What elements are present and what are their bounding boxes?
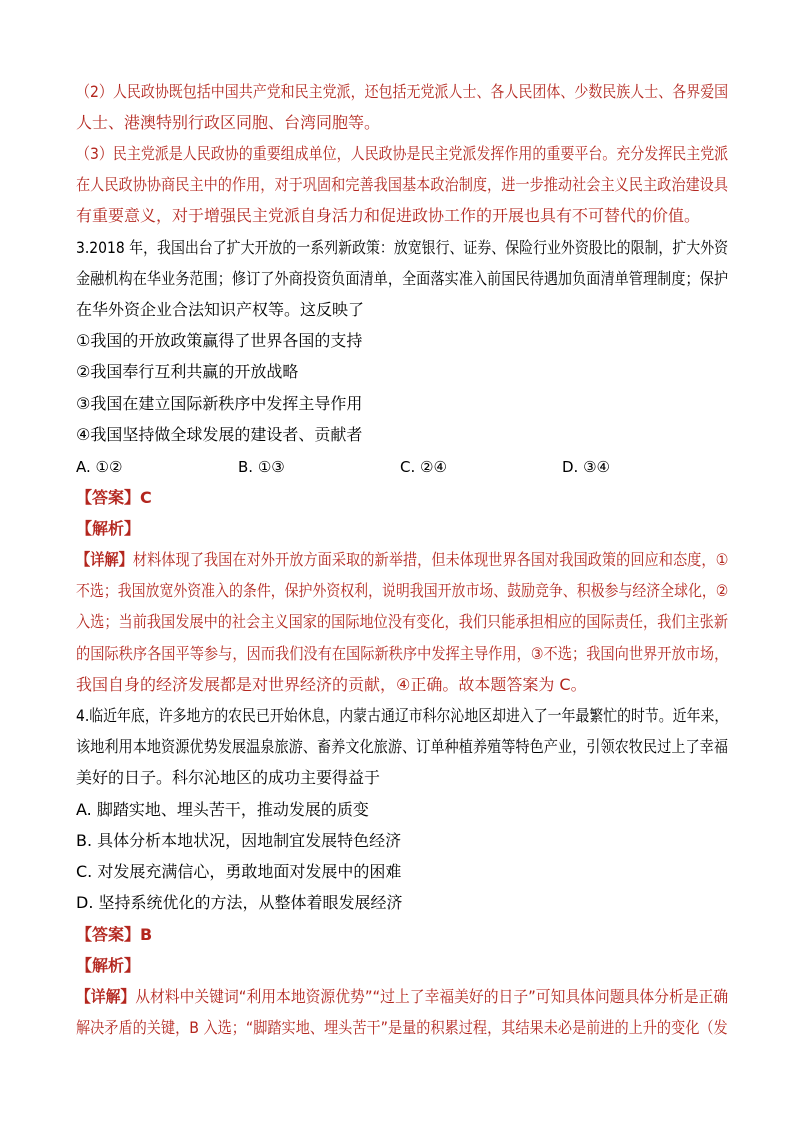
q4-stem-line-1: 4.临近年底，许多地方的农民已开始休息，内蒙古通辽市科尔沁地区却进入了一年最繁忙的时节。近年来， (76, 706, 729, 725)
q3-item-1: ①我国的开放政策赢得了世界各国的支持 (76, 331, 363, 350)
q4-option-b: B. 具体分析本地状况，因地制宜发展特色经济 (76, 831, 402, 850)
q4-option-c: C. 对发展充满信心，勇敢地面对发展中的困难 (76, 862, 402, 881)
q3-option-a: A. ①② (76, 458, 123, 476)
q3-answer: 【答案】C (76, 488, 152, 507)
q3-stem-line-2: 金融机构在华业务范围；修订了外商投资负面清单，全面落实准入前国民待遇加负面清单管理制度；保护 (76, 269, 729, 288)
q4-answer: 【答案】B (76, 925, 153, 944)
q3-detail-line-1: 【详解】材料体现了我国在对外开放方面采取的新举措，但未体现世界各国对我国政策的回应和态度，① (76, 550, 729, 569)
p2-line-1: （2）人民政协既包括中国共产党和民主党派，还包括无党派人士、各人民团体、少数民族人士、各界爱国 (76, 82, 729, 101)
q3-detail-tag: 【详解】 (76, 550, 133, 569)
q3-option-d: D. ③④ (562, 458, 610, 476)
q3-stem-line-1: 3.2018 年，我国出台了扩大开放的一系列新政策：放宽银行、证券、保险行业外资股比的限制，扩大外资 (76, 238, 729, 257)
q4-detail-line-1: 【详解】从材料中关键词“利用本地资源优势”“过上了幸福美好的日子”可知具体问题具体分析是正确 (76, 987, 729, 1006)
q4-detail-line-2: 解决矛盾的关键，B 入选；“脚踏实地、埋头苦干”是量的积累过程，其结果未必是前进的上升的变化（发 (76, 1018, 728, 1037)
q3-detail-line-3: 入选；当前我国发展中的社会主义国家的国际地位没有变化，我们只能承担相应的国际责任，我们主张新 (76, 612, 729, 631)
p3-line-2: 在人民政协协商民主中的作用，对于巩固和完善我国基本政治制度，进一步推动社会主义民主政治建设具 (76, 175, 729, 194)
p2-line-2: 人士、港澳特别行政区同胞、台湾同胞等。 (76, 113, 381, 132)
q3-stem-line-3: 在华外资企业合法知识产权等。这反映了 (76, 300, 365, 319)
q4-option-a: A. 脚踏实地、埋头苦干，推动发展的质变 (76, 800, 369, 819)
q4-detail-tag: 【详解】 (76, 987, 136, 1006)
q3-item-4: ④我国坚持做全球发展的建设者、贡献者 (76, 425, 363, 444)
q3-detail-line-5: 我国自身的经济发展都是对世界经济的贡献，④正确。故本题答案为 C。 (76, 675, 587, 694)
q3-option-b: B. ①③ (238, 458, 285, 476)
q4-analysis-label: 【解析】 (76, 956, 141, 975)
q3-detail-line-2: 不选；我国放宽外资准入的条件，保护外资权利，说明我国开放市场、鼓励竞争、积极参与经济全球化，② (76, 581, 729, 600)
q4-option-d: D. 坚持系统优化的方法，从整体着眼发展经济 (76, 893, 403, 912)
q3-item-2: ②我国奉行互利共赢的开放战略 (76, 362, 299, 381)
p3-line-3: 有重要意义，对于增强民主党派自身活力和促进政协工作的开展也具有不可替代的价值。 (76, 206, 701, 225)
q4-stem-line-2: 该地利用本地资源优势发展温泉旅游、畜养文化旅游、订单种植养殖等特色产业，引领农牧民过上了幸福 (76, 737, 729, 756)
q4-stem-line-3: 美好的日子。科尔沁地区的成功主要得益于 (76, 768, 381, 787)
q3-option-c: C. ②④ (400, 458, 447, 476)
q3-item-3: ③我国在建立国际新秩序中发挥主导作用 (76, 394, 363, 413)
p3-line-1: （3）民主党派是人民政协的重要组成单位，人民政协是民主党派发挥作用的重要平台。充分发挥民主党派 (76, 144, 729, 163)
q3-detail-line-4: 的国际秩序各国平等参与，因而我们没有在国际新秩序中发挥主导作用，③不选；我国向世界开放市场， (76, 644, 729, 663)
q3-analysis-label: 【解析】 (76, 519, 141, 538)
